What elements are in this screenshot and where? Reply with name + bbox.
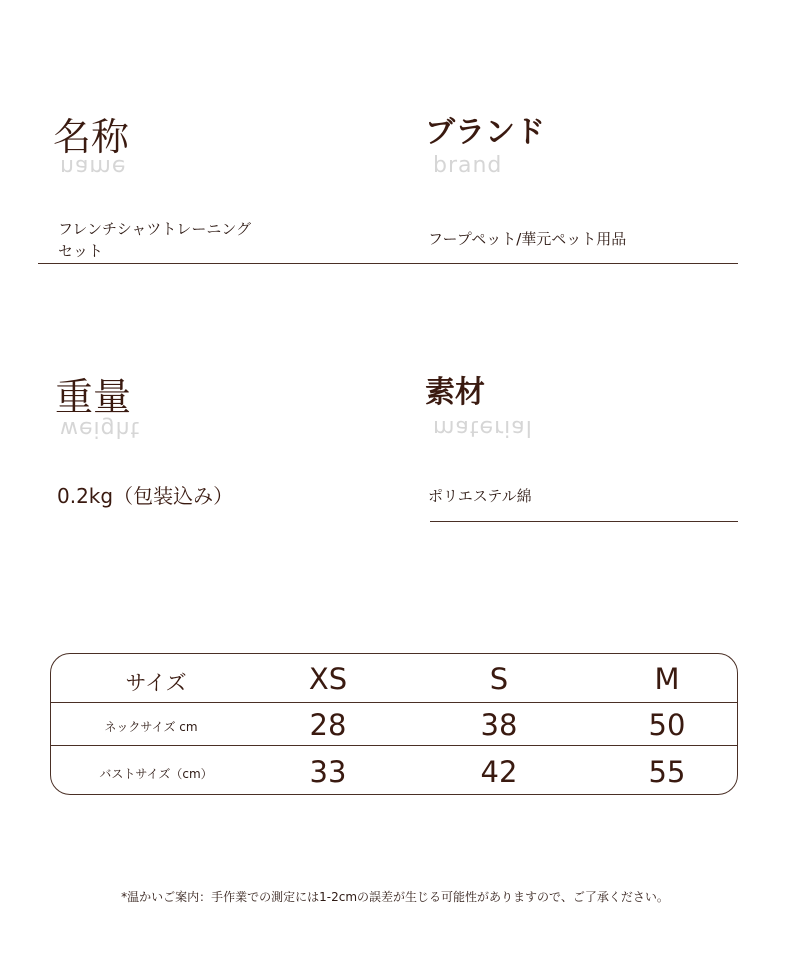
neck-s: 38 — [480, 708, 518, 742]
material-label-en: material — [433, 415, 533, 440]
size-table — [50, 653, 738, 795]
neck-xs: 28 — [309, 708, 347, 742]
material-value: ポリエステル綿 — [428, 487, 532, 505]
divider-top — [38, 263, 738, 264]
table-divider — [51, 745, 737, 746]
bust-m: 55 — [648, 755, 686, 789]
brand-value: フープペット/華元ペット用品 — [428, 230, 627, 248]
size-header-s: S — [489, 662, 509, 696]
bust-s: 42 — [480, 755, 518, 789]
divider-middle — [430, 521, 738, 522]
row-label-bust: バストサイズ（cm） — [99, 767, 213, 781]
measurement-note: *温かいご案内：手作業での測定には1-2cmの誤差が生じる可能性がありますので、ご了承ください。 — [121, 890, 669, 904]
size-header-m: M — [654, 662, 680, 696]
weight-value: 0.2kg（包装込み） — [57, 484, 234, 508]
row-label-neck: ネックサイズ cm — [104, 720, 198, 734]
name-value-line: フレンチシャツトレーニング — [58, 220, 252, 238]
weight-label: 重量 — [55, 375, 132, 419]
bust-xs: 33 — [309, 755, 347, 789]
brand-label-en: brand — [433, 153, 503, 178]
neck-m: 50 — [648, 708, 686, 742]
material-label: 素材 — [425, 375, 485, 410]
name-label-en: name — [60, 154, 127, 179]
size-header-xs: XS — [308, 662, 348, 696]
weight-label-en: weight — [60, 416, 141, 441]
name-label: 名称 — [53, 115, 130, 159]
name-value — [58, 218, 251, 262]
brand-label: ブランド — [425, 115, 545, 150]
size-header-label: サイズ — [125, 671, 187, 695]
name-value-line: セット — [58, 242, 104, 260]
table-divider — [51, 702, 737, 703]
